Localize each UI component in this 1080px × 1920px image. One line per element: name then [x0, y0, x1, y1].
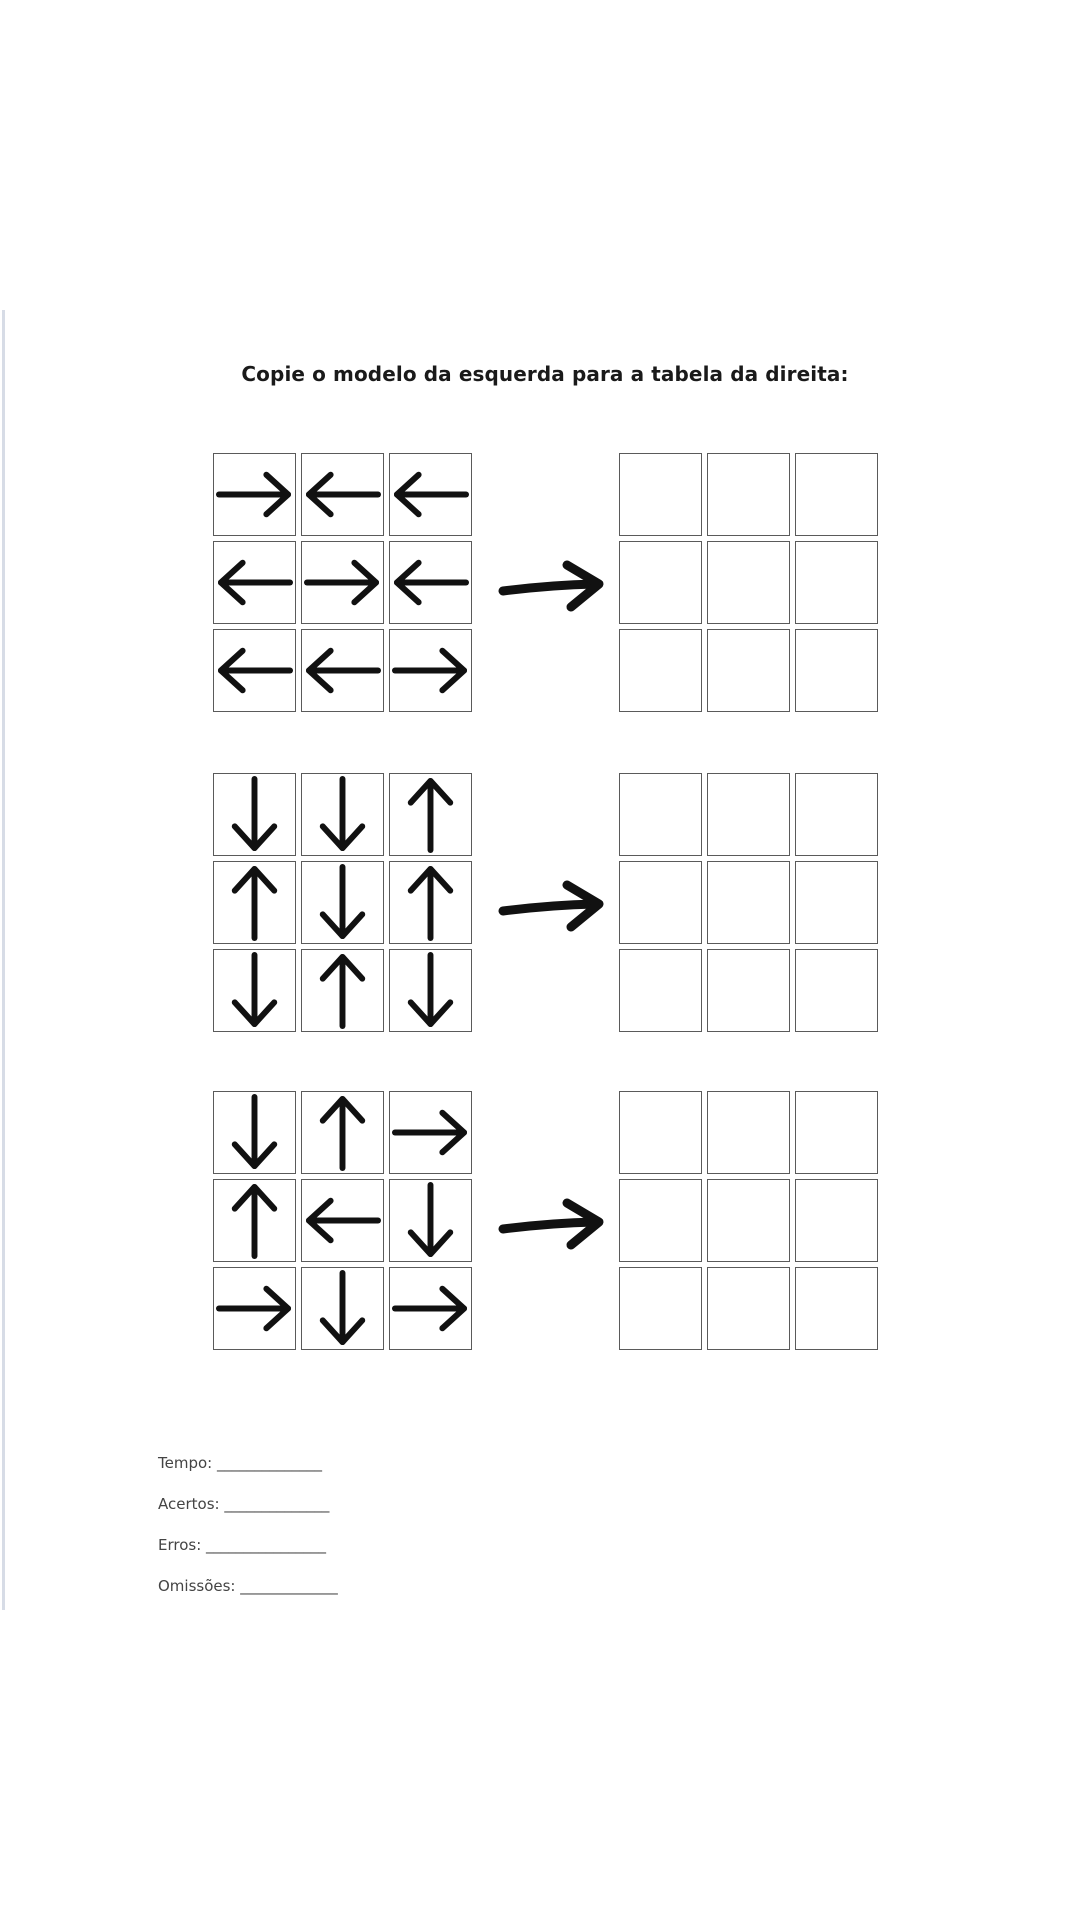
connector-arrow-icon	[491, 1189, 619, 1259]
answer-cell[interactable]	[707, 1179, 790, 1262]
model-cell	[389, 1179, 472, 1262]
erros-field[interactable]: Erros: ________________	[158, 1536, 327, 1554]
connector-arrow-icon	[491, 551, 619, 621]
model-cell	[389, 949, 472, 1032]
model-grid	[213, 453, 472, 712]
arrow-up-icon	[391, 775, 470, 854]
answer-grid	[619, 453, 878, 712]
answer-cell[interactable]	[795, 1091, 878, 1174]
answer-cell[interactable]	[707, 949, 790, 1032]
arrow-left-icon	[391, 455, 470, 534]
arrow-left-icon	[215, 543, 294, 622]
model-cell	[301, 861, 384, 944]
arrow-right-icon	[303, 543, 382, 622]
arrow-right-icon	[391, 1269, 470, 1348]
exercise-1	[213, 453, 878, 715]
arrow-right-icon	[215, 1269, 294, 1348]
exercise-3	[213, 1091, 878, 1353]
model-cell	[213, 773, 296, 856]
answer-cell[interactable]	[795, 1267, 878, 1350]
answer-cell[interactable]	[707, 1267, 790, 1350]
arrow-down-icon	[391, 951, 470, 1030]
arrow-up-icon	[303, 1093, 382, 1172]
model-cell	[389, 773, 472, 856]
arrow-down-icon	[303, 863, 382, 942]
model-cell	[213, 629, 296, 712]
model-cell	[213, 1091, 296, 1174]
arrow-up-icon	[215, 863, 294, 942]
model-cell	[213, 541, 296, 624]
arrow-up-icon	[391, 863, 470, 942]
arrow-down-icon	[303, 775, 382, 854]
arrow-down-icon	[215, 951, 294, 1030]
answer-cell[interactable]	[795, 861, 878, 944]
arrow-left-icon	[303, 631, 382, 710]
model-cell	[213, 861, 296, 944]
model-cell	[301, 541, 384, 624]
model-cell	[301, 629, 384, 712]
model-cell	[213, 453, 296, 536]
model-cell	[389, 629, 472, 712]
arrow-up-icon	[303, 951, 382, 1030]
model-grid	[213, 773, 472, 1032]
answer-cell[interactable]	[795, 1179, 878, 1262]
model-cell	[213, 1267, 296, 1350]
model-cell	[301, 453, 384, 536]
answer-cell[interactable]	[795, 773, 878, 856]
model-cell	[389, 541, 472, 624]
arrow-down-icon	[391, 1181, 470, 1260]
model-cell	[301, 1091, 384, 1174]
model-cell	[301, 949, 384, 1032]
answer-cell[interactable]	[795, 949, 878, 1032]
answer-cell[interactable]	[619, 1179, 702, 1262]
arrow-right-icon	[391, 1093, 470, 1172]
answer-cell[interactable]	[707, 629, 790, 712]
model-cell	[389, 1091, 472, 1174]
answer-cell[interactable]	[619, 629, 702, 712]
arrow-down-icon	[215, 775, 294, 854]
answer-cell[interactable]	[707, 541, 790, 624]
model-cell	[389, 453, 472, 536]
model-cell	[389, 861, 472, 944]
model-cell	[301, 773, 384, 856]
acertos-field[interactable]: Acertos: ______________	[158, 1495, 330, 1513]
exercise-2	[213, 773, 878, 1035]
answer-grid	[619, 773, 878, 1032]
answer-cell[interactable]	[707, 773, 790, 856]
model-cell	[301, 1179, 384, 1262]
answer-cell[interactable]	[619, 861, 702, 944]
model-cell	[213, 949, 296, 1032]
answer-cell[interactable]	[619, 1091, 702, 1174]
answer-cell[interactable]	[619, 541, 702, 624]
model-cell	[389, 1267, 472, 1350]
answer-cell[interactable]	[619, 773, 702, 856]
omissoes-field[interactable]: Omissões: _____________	[158, 1577, 338, 1595]
arrow-left-icon	[303, 455, 382, 534]
score-fields	[158, 1454, 338, 1618]
answer-cell[interactable]	[707, 861, 790, 944]
model-cell	[301, 1267, 384, 1350]
arrow-left-icon	[303, 1181, 382, 1260]
connector-arrow-icon	[491, 871, 619, 941]
arrow-left-icon	[391, 543, 470, 622]
instruction-title: Copie o modelo da esquerda para a tabela da direita:	[241, 362, 849, 386]
model-grid	[213, 1091, 472, 1350]
answer-cell[interactable]	[707, 1091, 790, 1174]
page-edge	[2, 310, 5, 1610]
arrow-up-icon	[215, 1181, 294, 1260]
arrow-right-icon	[215, 455, 294, 534]
arrow-right-icon	[391, 631, 470, 710]
answer-cell[interactable]	[707, 453, 790, 536]
answer-cell[interactable]	[795, 541, 878, 624]
arrow-down-icon	[215, 1093, 294, 1172]
tempo-field[interactable]: Tempo: ______________	[158, 1454, 322, 1472]
arrow-down-icon	[303, 1269, 382, 1348]
arrow-left-icon	[215, 631, 294, 710]
answer-grid	[619, 1091, 878, 1350]
answer-cell[interactable]	[619, 949, 702, 1032]
answer-cell[interactable]	[795, 453, 878, 536]
answer-cell[interactable]	[619, 1267, 702, 1350]
answer-cell[interactable]	[619, 453, 702, 536]
model-cell	[213, 1179, 296, 1262]
answer-cell[interactable]	[795, 629, 878, 712]
